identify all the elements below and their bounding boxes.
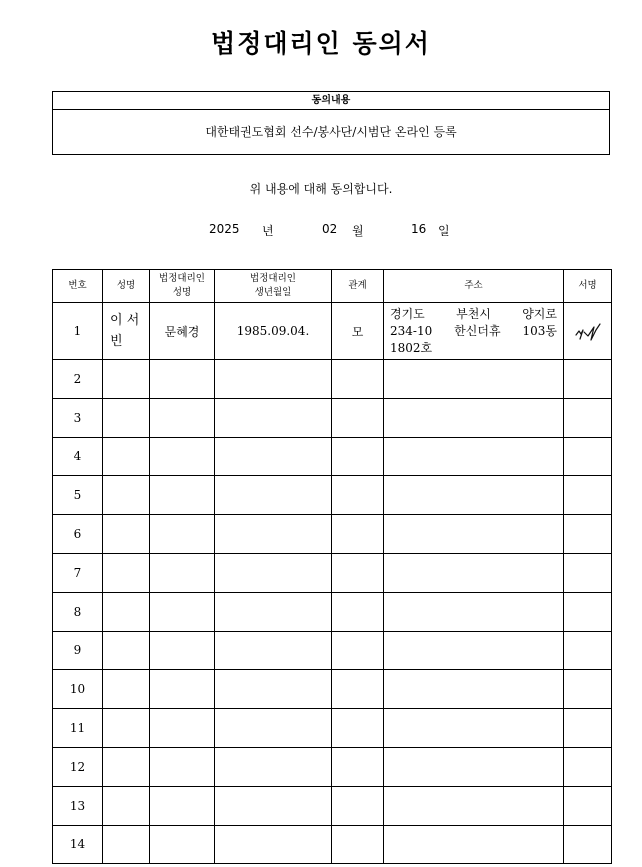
header-guardian-name-line1: 법정대리인 — [159, 273, 205, 284]
table-row — [53, 592, 612, 631]
table-row — [53, 747, 612, 786]
consent-statement: 위 내용에 대해 동의합니다. — [249, 182, 393, 196]
cell-guardian-name[interactable] — [150, 398, 215, 437]
cell-guardian-birth[interactable] — [215, 786, 332, 825]
cell-guardian-birth[interactable] — [215, 515, 332, 554]
cell-name[interactable] — [103, 825, 150, 864]
cell-address[interactable] — [384, 747, 564, 786]
cell-name[interactable] — [103, 360, 150, 399]
cell-name[interactable] — [103, 670, 150, 709]
cell-address[interactable] — [384, 303, 564, 360]
table-row — [53, 670, 612, 709]
cell-guardian-birth[interactable] — [215, 398, 332, 437]
cell-name[interactable] — [103, 303, 150, 360]
cell-number: 5 — [53, 476, 103, 515]
cell-guardian-birth[interactable] — [215, 670, 332, 709]
cell-signature[interactable] — [564, 670, 612, 709]
cell-guardian-name[interactable] — [150, 360, 215, 399]
cell-number: 7 — [53, 553, 103, 592]
cell-address[interactable] — [384, 360, 564, 399]
table-row — [53, 398, 612, 437]
cell-address[interactable] — [384, 631, 564, 670]
address-line2 — [390, 323, 557, 340]
cell-address[interactable] — [384, 515, 564, 554]
cell-number: 12 — [53, 747, 103, 786]
cell-address[interactable] — [384, 398, 564, 437]
address-word: 한신더휴 — [454, 323, 501, 338]
cell-relation[interactable] — [332, 825, 384, 864]
cell-number: 13 — [53, 786, 103, 825]
cell-number: 10 — [53, 670, 103, 709]
cell-name-line1: 이 서 — [110, 313, 140, 328]
cell-signature[interactable] — [564, 553, 612, 592]
cell-signature[interactable] — [564, 398, 612, 437]
cell-guardian-birth[interactable] — [215, 709, 332, 748]
cell-relation[interactable] — [332, 437, 384, 476]
cell-address[interactable] — [384, 709, 564, 748]
cell-guardian-name[interactable] — [150, 592, 215, 631]
cell-address[interactable] — [384, 553, 564, 592]
cell-relation[interactable] — [332, 631, 384, 670]
cell-number: 1 — [53, 303, 103, 360]
cell-guardian-name[interactable] — [150, 825, 215, 864]
cell-relation[interactable] — [332, 553, 384, 592]
cell-name[interactable] — [103, 515, 150, 554]
cell-guardian-name[interactable] — [150, 631, 215, 670]
cell-signature[interactable] — [564, 476, 612, 515]
table-row — [53, 786, 612, 825]
cell-signature[interactable] — [564, 631, 612, 670]
cell-name[interactable] — [103, 709, 150, 748]
address-line1 — [390, 306, 557, 323]
date-month-unit: 월 — [352, 224, 364, 238]
cell-guardian-birth[interactable] — [215, 360, 332, 399]
cell-guardian-name[interactable]: 문혜경 — [150, 303, 215, 360]
cell-relation[interactable] — [332, 670, 384, 709]
cell-name[interactable] — [103, 747, 150, 786]
header-guardian-birth — [215, 270, 332, 303]
cell-name[interactable] — [103, 592, 150, 631]
cell-guardian-name[interactable] — [150, 670, 215, 709]
date-day-unit: 일 — [438, 224, 450, 238]
cell-address[interactable] — [384, 825, 564, 864]
cell-signature[interactable] — [564, 360, 612, 399]
cell-guardian-birth[interactable] — [215, 747, 332, 786]
cell-signature[interactable] — [564, 437, 612, 476]
address-word: 부천시 — [456, 306, 491, 321]
cell-address[interactable] — [384, 786, 564, 825]
cell-name[interactable] — [103, 437, 150, 476]
cell-relation[interactable] — [332, 786, 384, 825]
cell-number: 11 — [53, 709, 103, 748]
cell-address[interactable] — [384, 592, 564, 631]
cell-number: 6 — [53, 515, 103, 554]
address-line3: 1802호 — [390, 340, 433, 355]
cell-guardian-birth[interactable] — [215, 631, 332, 670]
consent-content-box — [52, 91, 610, 155]
cell-number: 3 — [53, 398, 103, 437]
table-row — [53, 709, 612, 748]
cell-name[interactable] — [103, 631, 150, 670]
cell-guardian-name[interactable] — [150, 786, 215, 825]
cell-guardian-birth[interactable] — [215, 592, 332, 631]
table-row — [53, 515, 612, 554]
guardian-table — [52, 269, 612, 864]
cell-address[interactable] — [384, 476, 564, 515]
cell-relation[interactable] — [332, 360, 384, 399]
date-year: 2025 — [209, 222, 240, 236]
cell-relation[interactable] — [332, 592, 384, 631]
header-guardian-birth-line2: 생년월일 — [254, 287, 292, 298]
cell-guardian-birth[interactable]: 1985.09.04. — [215, 303, 332, 360]
header-guardian-birth-line1: 법정대리인 — [250, 273, 296, 284]
table-row — [53, 437, 612, 476]
cell-number: 8 — [53, 592, 103, 631]
header-guardian-name-line2: 성명 — [172, 287, 192, 298]
signature-mark — [574, 320, 602, 342]
table-row — [53, 631, 612, 670]
cell-relation[interactable] — [332, 515, 384, 554]
cell-guardian-name[interactable] — [150, 437, 215, 476]
cell-guardian-birth[interactable] — [215, 553, 332, 592]
table-row — [53, 303, 612, 360]
table-row — [53, 825, 612, 864]
cell-guardian-name[interactable] — [150, 747, 215, 786]
header-number: 번호 — [53, 270, 103, 303]
cell-number: 4 — [53, 437, 103, 476]
cell-signature[interactable] — [564, 825, 612, 864]
cell-guardian-birth[interactable] — [215, 825, 332, 864]
date-year-unit: 년 — [262, 224, 274, 238]
cell-number: 2 — [53, 360, 103, 399]
cell-guardian-birth[interactable] — [215, 476, 332, 515]
cell-signature[interactable] — [564, 786, 612, 825]
cell-name-line2: 빈 — [110, 334, 123, 349]
page-title: 법정대리인 동의서 — [211, 29, 431, 58]
consent-content-body: 대한태권도협회 선수/봉사단/시범단 온라인 등록 — [205, 125, 457, 139]
cell-relation[interactable]: 모 — [332, 303, 384, 360]
date-day: 16 — [411, 222, 427, 236]
header-address: 주소 — [384, 270, 564, 303]
cell-relation[interactable] — [332, 747, 384, 786]
header-relation: 관계 — [332, 270, 384, 303]
cell-name[interactable] — [103, 398, 150, 437]
date-month: 02 — [322, 222, 338, 236]
cell-relation[interactable] — [332, 398, 384, 437]
address-word: 103동 — [522, 323, 557, 338]
cell-guardian-birth[interactable] — [215, 437, 332, 476]
cell-signature[interactable] — [564, 515, 612, 554]
cell-signature[interactable] — [564, 303, 612, 360]
cell-number: 14 — [53, 825, 103, 864]
cell-guardian-name[interactable] — [150, 553, 215, 592]
cell-relation[interactable] — [332, 476, 384, 515]
cell-name[interactable] — [103, 786, 150, 825]
table-row — [53, 553, 612, 592]
cell-signature[interactable] — [564, 709, 612, 748]
table-header-row — [53, 270, 612, 303]
header-signature: 서명 — [564, 270, 612, 303]
cell-address[interactable] — [384, 437, 564, 476]
table-row — [53, 476, 612, 515]
cell-guardian-name[interactable] — [150, 515, 215, 554]
address-word: 234-10 — [390, 323, 433, 338]
cell-signature[interactable] — [564, 592, 612, 631]
cell-signature[interactable] — [564, 747, 612, 786]
table-row — [53, 360, 612, 399]
cell-name[interactable] — [103, 476, 150, 515]
address-word: 경기도 — [390, 306, 425, 321]
cell-guardian-name[interactable] — [150, 709, 215, 748]
cell-relation[interactable] — [332, 709, 384, 748]
cell-number: 9 — [53, 631, 103, 670]
consent-content-header: 동의내용 — [53, 92, 609, 110]
address-word: 양지로 — [522, 306, 557, 321]
cell-name[interactable] — [103, 553, 150, 592]
header-name: 성명 — [103, 270, 150, 303]
cell-address[interactable] — [384, 670, 564, 709]
header-guardian-name — [150, 270, 215, 303]
cell-guardian-name[interactable] — [150, 476, 215, 515]
